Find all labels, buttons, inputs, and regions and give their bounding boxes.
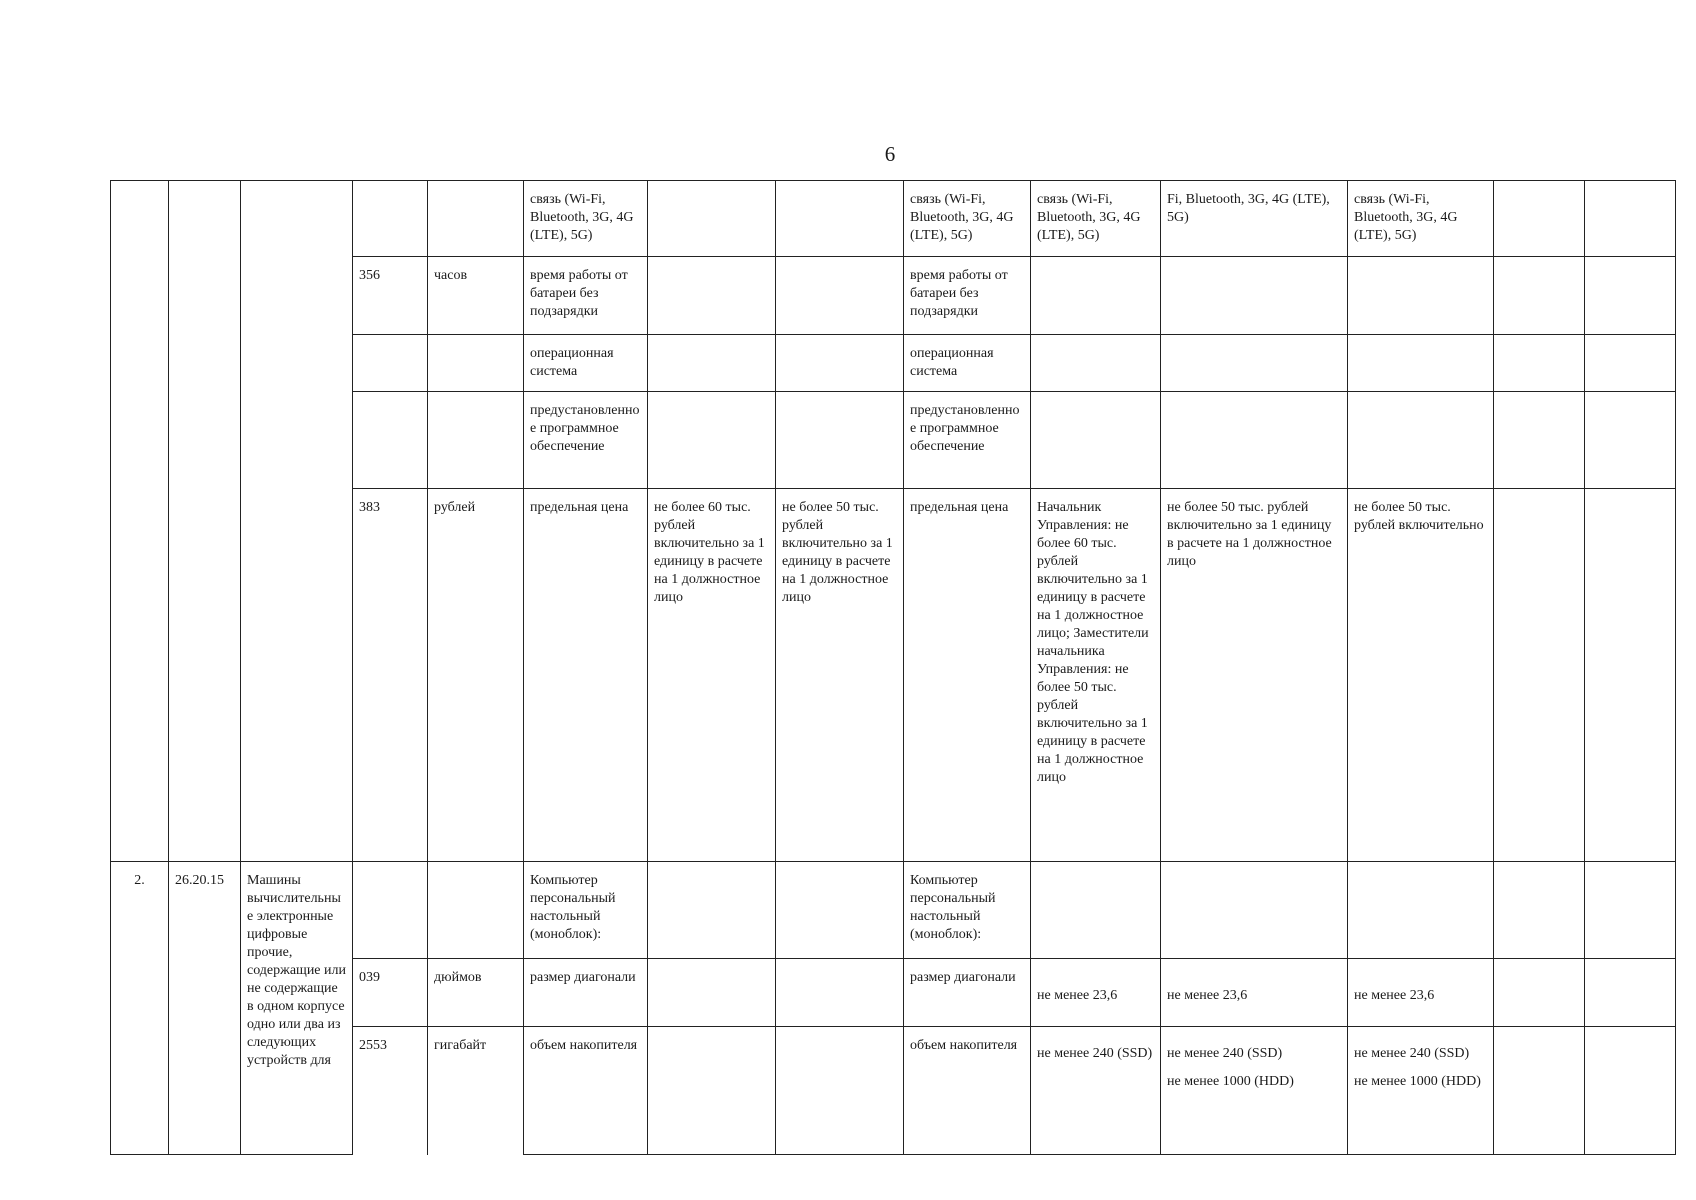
specification-table	[110, 180, 1676, 1155]
characteristic-name-cell: время работы от батареи без подзарядки	[904, 257, 1031, 335]
justification-cell	[1494, 1027, 1585, 1155]
value-cell	[1031, 392, 1161, 489]
value-cell	[1348, 862, 1494, 959]
value-cell	[776, 181, 904, 257]
value-text: не менее 240 (SSD)	[1354, 1046, 1470, 1061]
value-cell	[648, 257, 776, 335]
functional-purpose-cell	[1585, 862, 1676, 959]
unit-name-cell: дюймов	[428, 959, 524, 1027]
characteristic-name-cell: предельная цена	[904, 489, 1031, 862]
value-cell	[1161, 335, 1348, 392]
value-text: не менее 1000 (HDD)	[1354, 1074, 1481, 1089]
unit-code-cell: 2553	[353, 1027, 428, 1155]
unit-code-cell: 356	[353, 257, 428, 335]
value-cell: не менее 23,6	[1161, 959, 1348, 1027]
value-cell	[1161, 257, 1348, 335]
value-cell	[1031, 257, 1161, 335]
product-name-cell	[241, 181, 353, 862]
value-cell	[648, 959, 776, 1027]
value-cell	[648, 181, 776, 257]
value-cell	[1031, 862, 1161, 959]
characteristic-name-cell: объем накопителя	[524, 1027, 648, 1155]
characteristic-name-cell: объем накопителя	[904, 1027, 1031, 1155]
value-cell	[648, 392, 776, 489]
specification-table-sheet	[110, 180, 1675, 1155]
value-cell	[776, 959, 904, 1027]
value-cell: не более 50 тыс. рублей включительно за 1 единицу в расчете на 1 должностное лицо	[776, 489, 904, 862]
value-cell	[1161, 392, 1348, 489]
value-cell	[648, 335, 776, 392]
value-cell	[776, 392, 904, 489]
functional-purpose-cell	[1585, 1027, 1676, 1155]
value-cell	[1348, 392, 1494, 489]
product-name-cell: Машины вычислительные электронные цифровые прочие, содержащие или не содержащие в одном корпусе одно или два из следующих устройств для	[241, 862, 353, 1155]
value-cell	[1348, 335, 1494, 392]
characteristic-name-cell: связь (Wi-Fi, Bluetooth, 3G, 4G (LTE), 5G)	[524, 181, 648, 257]
value-text: не менее 1000 (HDD)	[1167, 1074, 1294, 1089]
value-cell	[648, 1027, 776, 1155]
value-cell	[1161, 862, 1348, 959]
functional-purpose-cell	[1585, 489, 1676, 862]
justification-cell	[1494, 257, 1585, 335]
characteristic-name-cell: предустановленное программное обеспечение	[524, 392, 648, 489]
justification-cell	[1494, 862, 1585, 959]
characteristic-name-cell: связь (Wi-Fi, Bluetooth, 3G, 4G (LTE), 5G)	[904, 181, 1031, 257]
justification-cell	[1494, 489, 1585, 862]
characteristic-name-cell: предельная цена	[524, 489, 648, 862]
value-cell: не менее 23,6	[1031, 959, 1161, 1027]
value-cell: не более 60 тыс. рублей включительно за 1 единицу в расчете на 1 должностное лицо	[648, 489, 776, 862]
justification-cell	[1494, 959, 1585, 1027]
value-cell	[1031, 1027, 1161, 1155]
unit-code-cell	[353, 862, 428, 959]
unit-name-cell	[428, 392, 524, 489]
unit-code-cell	[353, 181, 428, 257]
unit-name-cell	[428, 335, 524, 392]
justification-cell	[1494, 335, 1585, 392]
unit-name-cell	[428, 862, 524, 959]
value-cell	[776, 1027, 904, 1155]
unit-code-cell: 383	[353, 489, 428, 862]
row-number-cell	[111, 181, 169, 862]
characteristic-name-cell: предустановленное программное обеспечение	[904, 392, 1031, 489]
characteristic-name-cell: размер диагонали	[524, 959, 648, 1027]
characteristic-name-cell: размер диагонали	[904, 959, 1031, 1027]
justification-cell	[1494, 181, 1585, 257]
row-number-cell: 2.	[111, 862, 169, 1155]
characteristic-name-cell: операционная система	[524, 335, 648, 392]
unit-code-cell: 039	[353, 959, 428, 1027]
characteristic-name-cell: операционная система	[904, 335, 1031, 392]
unit-name-cell: часов	[428, 257, 524, 335]
functional-purpose-cell	[1585, 181, 1676, 257]
functional-purpose-cell	[1585, 257, 1676, 335]
characteristic-name-cell: Компьютер персональный настольный (моноблок):	[524, 862, 648, 959]
value-cell	[648, 862, 776, 959]
value-cell: Начальник Управления: не более 60 тыс. рублей включительно за 1 единицу в расчете на 1 должностное лицо; Заместители начальника Управления: не более 50 тыс. рублей включительно за 1 единицу в расчете на 1 должностное лицо	[1031, 489, 1161, 862]
unit-name-cell: рублей	[428, 489, 524, 862]
page-number: 6	[884, 142, 896, 166]
value-cell: не более 50 тыс. рублей включительно за 1 единицу в расчете на 1 должностное лицо	[1161, 489, 1348, 862]
characteristic-name-cell: время работы от батареи без подзарядки	[524, 257, 648, 335]
value-text: не менее 240 (SSD)	[1167, 1046, 1283, 1061]
unit-name-cell: гигабайт	[428, 1027, 524, 1155]
value-cell: не более 50 тыс. рублей включительно	[1348, 489, 1494, 862]
value-cell	[776, 257, 904, 335]
value-cell	[776, 862, 904, 959]
justification-cell	[1494, 392, 1585, 489]
value-cell	[1161, 1027, 1348, 1155]
functional-purpose-cell	[1585, 335, 1676, 392]
table-row	[111, 862, 1676, 959]
value-cell	[1348, 1027, 1494, 1155]
characteristic-name-cell: Компьютер персональный настольный (моноблок):	[904, 862, 1031, 959]
unit-code-cell	[353, 392, 428, 489]
value-cell	[776, 335, 904, 392]
value-cell: Fi, Bluetooth, 3G, 4G (LTE), 5G)	[1161, 181, 1348, 257]
value-cell: не менее 23,6	[1348, 959, 1494, 1027]
value-text: не менее 240 (SSD)	[1037, 1046, 1153, 1061]
unit-name-cell	[428, 181, 524, 257]
value-cell	[1031, 335, 1161, 392]
table-row	[111, 181, 1676, 257]
value-cell: связь (Wi-Fi, Bluetooth, 3G, 4G (LTE), 5G)	[1348, 181, 1494, 257]
value-cell	[1348, 257, 1494, 335]
functional-purpose-cell	[1585, 392, 1676, 489]
okpd-code-cell: 26.20.15	[169, 862, 241, 1155]
functional-purpose-cell	[1585, 959, 1676, 1027]
unit-code-cell	[353, 335, 428, 392]
value-cell: связь (Wi-Fi, Bluetooth, 3G, 4G (LTE), 5G)	[1031, 181, 1161, 257]
okpd-code-cell	[169, 181, 241, 862]
